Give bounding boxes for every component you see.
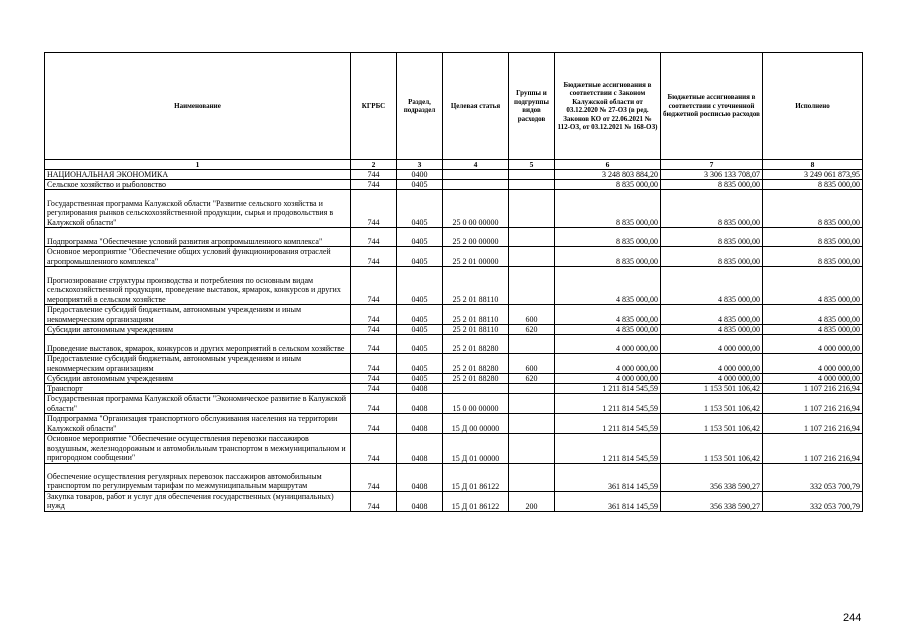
row-refined-amount: 4 000 000,00 [661, 354, 763, 374]
row-target: 15 0 00 00000 [443, 394, 509, 414]
row-kgrbs: 744 [351, 228, 397, 247]
table-row [45, 325, 863, 335]
row-section: 0405 [397, 354, 443, 374]
row-refined-amount: 4 835 000,00 [661, 325, 763, 335]
row-name: Подпрограмма "Организация транспортного обслуживания населения на территории Калужской области" [45, 414, 351, 434]
row-target: 15 Д 00 00000 [443, 414, 509, 434]
row-refined-amount: 1 153 501 106,42 [661, 414, 763, 434]
page-number: 244 [843, 612, 862, 624]
table-row [45, 228, 863, 247]
row-group [509, 267, 555, 305]
table-row [45, 354, 863, 374]
row-kgrbs: 744 [351, 190, 397, 228]
row-law-amount: 8 835 000,00 [555, 190, 661, 228]
row-group: 600 [509, 305, 555, 325]
row-executed-amount: 332 053 700,79 [763, 463, 863, 491]
row-refined-amount: 4 835 000,00 [661, 267, 763, 305]
column-number: 4 [443, 160, 509, 170]
row-group [509, 335, 555, 354]
row-name: Основное мероприятие "Обеспечение общих условий функционирования отраслей агропромышленного комплекса" [45, 247, 351, 267]
row-executed-amount: 4 835 000,00 [763, 267, 863, 305]
column-number: 5 [509, 160, 555, 170]
row-group [509, 394, 555, 414]
column-number: 3 [397, 160, 443, 170]
row-group: 620 [509, 374, 555, 384]
row-refined-amount: 356 338 590,27 [661, 463, 763, 491]
table-row [45, 247, 863, 267]
row-kgrbs: 744 [351, 170, 397, 180]
row-law-amount: 361 814 145,59 [555, 491, 661, 511]
row-group [509, 247, 555, 267]
row-kgrbs: 744 [351, 463, 397, 491]
table-row [45, 267, 863, 305]
row-law-amount: 361 814 145,59 [555, 463, 661, 491]
table-row [45, 434, 863, 464]
row-executed-amount: 4 835 000,00 [763, 325, 863, 335]
row-law-amount: 8 835 000,00 [555, 247, 661, 267]
row-kgrbs: 744 [351, 491, 397, 511]
row-kgrbs: 744 [351, 180, 397, 190]
row-executed-amount: 3 249 061 873,95 [763, 170, 863, 180]
row-name: Обеспечение осуществления регулярных перевозок пассажиров автомобильным транспортом по регулируемым тарифам по межмуниципальным маршрутам [45, 463, 351, 491]
table-row [45, 384, 863, 394]
row-name: Проведение выставок, ярмарок, конкурсов и других мероприятий в сельском хозяйстве [45, 335, 351, 354]
row-executed-amount: 4 000 000,00 [763, 354, 863, 374]
row-group [509, 434, 555, 464]
row-law-amount: 4 835 000,00 [555, 267, 661, 305]
row-target: 25 2 01 88110 [443, 267, 509, 305]
row-target: 25 2 01 88110 [443, 305, 509, 325]
row-executed-amount: 1 107 216 216,94 [763, 434, 863, 464]
header-name: Наименование [45, 53, 351, 160]
column-number: 6 [555, 160, 661, 170]
header-refined: Бюджетные ассигнования в соответствии с уточненной бюджетной росписью расходов [661, 53, 763, 160]
table-row [45, 374, 863, 384]
row-name: Основное мероприятие "Обеспечение осуществления перевозки пассажиров воздушным, железнодорожным и автомобильным транспортом в межмуниципальном и пригородном сообщении" [45, 434, 351, 464]
row-name: Предоставление субсидий бюджетным, автономным учреждениям и иным некоммерческим организациям [45, 305, 351, 325]
row-target: 25 0 00 00000 [443, 190, 509, 228]
row-kgrbs: 744 [351, 384, 397, 394]
row-kgrbs: 744 [351, 335, 397, 354]
row-refined-amount: 1 153 501 106,42 [661, 434, 763, 464]
row-target: 25 2 00 00000 [443, 228, 509, 247]
table-row [45, 491, 863, 511]
column-number: 2 [351, 160, 397, 170]
row-executed-amount: 1 107 216 216,94 [763, 384, 863, 394]
row-name: Предоставление субсидий бюджетным, автономным учреждениям и иным некоммерческим организациям [45, 354, 351, 374]
row-refined-amount: 3 306 133 708,07 [661, 170, 763, 180]
row-kgrbs: 744 [351, 374, 397, 384]
row-section: 0405 [397, 305, 443, 325]
header-executed: Исполнено [763, 53, 863, 160]
row-group [509, 180, 555, 190]
row-target: 25 2 01 88110 [443, 325, 509, 335]
row-kgrbs: 744 [351, 394, 397, 414]
row-executed-amount: 4 000 000,00 [763, 374, 863, 384]
row-group: 600 [509, 354, 555, 374]
row-refined-amount: 4 000 000,00 [661, 374, 763, 384]
table-row [45, 180, 863, 190]
row-refined-amount: 1 153 501 106,42 [661, 384, 763, 394]
row-refined-amount: 8 835 000,00 [661, 180, 763, 190]
row-section: 0405 [397, 325, 443, 335]
row-refined-amount: 8 835 000,00 [661, 247, 763, 267]
row-target: 25 2 01 00000 [443, 247, 509, 267]
row-executed-amount: 8 835 000,00 [763, 247, 863, 267]
table-row [45, 305, 863, 325]
row-name: Государственная программа Калужской области "Развитие сельского хозяйства и регулирования рынков сельскохозяйственной продукции, сырья и продовольствия в Калужской области" [45, 190, 351, 228]
row-law-amount: 1 211 814 545,59 [555, 414, 661, 434]
row-kgrbs: 744 [351, 247, 397, 267]
row-target: 15 Д 01 86122 [443, 491, 509, 511]
row-executed-amount: 1 107 216 216,94 [763, 394, 863, 414]
column-number: 8 [763, 160, 863, 170]
header-kgrbs: КГРБС [351, 53, 397, 160]
row-law-amount: 4 000 000,00 [555, 335, 661, 354]
row-law-amount: 4 000 000,00 [555, 354, 661, 374]
table-row [45, 463, 863, 491]
row-group [509, 463, 555, 491]
column-number-row [45, 160, 863, 170]
row-section: 0408 [397, 394, 443, 414]
row-section: 0408 [397, 384, 443, 394]
row-section: 0408 [397, 414, 443, 434]
row-refined-amount: 8 835 000,00 [661, 190, 763, 228]
row-group: 200 [509, 491, 555, 511]
row-section: 0405 [397, 180, 443, 190]
row-name: Государственная программа Калужской области "Экономическое развитие в Калужской области" [45, 394, 351, 414]
row-refined-amount: 4 000 000,00 [661, 335, 763, 354]
row-executed-amount: 332 053 700,79 [763, 491, 863, 511]
row-target [443, 180, 509, 190]
row-executed-amount: 8 835 000,00 [763, 180, 863, 190]
row-section: 0405 [397, 228, 443, 247]
row-law-amount: 4 000 000,00 [555, 374, 661, 384]
row-executed-amount: 4 000 000,00 [763, 335, 863, 354]
row-name: Подпрограмма "Обеспечение условий развития агропромышленного комплекса" [45, 228, 351, 247]
row-section: 0408 [397, 491, 443, 511]
row-kgrbs: 744 [351, 414, 397, 434]
row-executed-amount: 1 107 216 216,94 [763, 414, 863, 434]
row-name: Субсидии автономным учреждениям [45, 325, 351, 335]
table-row [45, 190, 863, 228]
header-target: Целевая статья [443, 53, 509, 160]
row-refined-amount: 8 835 000,00 [661, 228, 763, 247]
row-kgrbs: 744 [351, 434, 397, 464]
row-name: НАЦИОНАЛЬНАЯ ЭКОНОМИКА [45, 170, 351, 180]
row-law-amount: 4 835 000,00 [555, 305, 661, 325]
row-law-amount: 3 248 803 884,20 [555, 170, 661, 180]
header-section: Раздел, подраздел [397, 53, 443, 160]
row-section: 0400 [397, 170, 443, 180]
row-executed-amount: 8 835 000,00 [763, 228, 863, 247]
header-law: Бюджетные ассигнования в соответствии с Законом Калужской области от 03.12.2020 № 27-ОЗ (в ред. Законов КО от 22.06.2021 № 112-ОЗ, от 03.12.2021 № 168-ОЗ) [555, 53, 661, 160]
row-target: 25 2 01 88280 [443, 374, 509, 384]
row-refined-amount: 1 153 501 106,42 [661, 394, 763, 414]
row-section: 0405 [397, 374, 443, 384]
table-row [45, 394, 863, 414]
row-section: 0405 [397, 247, 443, 267]
row-target: 25 2 01 88280 [443, 354, 509, 374]
row-name: Транспорт [45, 384, 351, 394]
row-refined-amount: 356 338 590,27 [661, 491, 763, 511]
row-law-amount: 8 835 000,00 [555, 228, 661, 247]
row-law-amount: 4 835 000,00 [555, 325, 661, 335]
row-group [509, 190, 555, 228]
header-row [45, 53, 863, 160]
row-section: 0405 [397, 267, 443, 305]
row-executed-amount: 8 835 000,00 [763, 190, 863, 228]
row-kgrbs: 744 [351, 325, 397, 335]
row-group [509, 384, 555, 394]
row-executed-amount: 4 835 000,00 [763, 305, 863, 325]
row-law-amount: 8 835 000,00 [555, 180, 661, 190]
row-kgrbs: 744 [351, 305, 397, 325]
column-number: 1 [45, 160, 351, 170]
table-row [45, 414, 863, 434]
row-refined-amount: 4 835 000,00 [661, 305, 763, 325]
row-name: Субсидии автономным учреждениям [45, 374, 351, 384]
row-target [443, 384, 509, 394]
table-row [45, 335, 863, 354]
row-law-amount: 1 211 814 545,59 [555, 384, 661, 394]
row-target: 25 2 01 88280 [443, 335, 509, 354]
row-target: 15 Д 01 86122 [443, 463, 509, 491]
column-number: 7 [661, 160, 763, 170]
row-name: Сельское хозяйство и рыболовство [45, 180, 351, 190]
row-group: 620 [509, 325, 555, 335]
row-law-amount: 1 211 814 545,59 [555, 394, 661, 414]
row-section: 0405 [397, 335, 443, 354]
header-group: Группы и подгруппы видов расходов [509, 53, 555, 160]
row-section: 0408 [397, 463, 443, 491]
row-section: 0408 [397, 434, 443, 464]
row-section: 0405 [397, 190, 443, 228]
row-kgrbs: 744 [351, 267, 397, 305]
row-kgrbs: 744 [351, 354, 397, 374]
budget-table [44, 52, 863, 512]
row-group [509, 228, 555, 247]
row-name: Прогнозирование структуры производства и потребления по основным видам сельскохозяйственной продукции, проведение выставок, ярмарок, конкурсов и других мероприятий в сельском хозяйстве [45, 267, 351, 305]
row-name: Закупка товаров, работ и услуг для обеспечения государственных (муниципальных) нужд [45, 491, 351, 511]
table-row [45, 170, 863, 180]
row-group [509, 170, 555, 180]
row-group [509, 414, 555, 434]
row-target [443, 170, 509, 180]
row-law-amount: 1 211 814 545,59 [555, 434, 661, 464]
row-target: 15 Д 01 00000 [443, 434, 509, 464]
